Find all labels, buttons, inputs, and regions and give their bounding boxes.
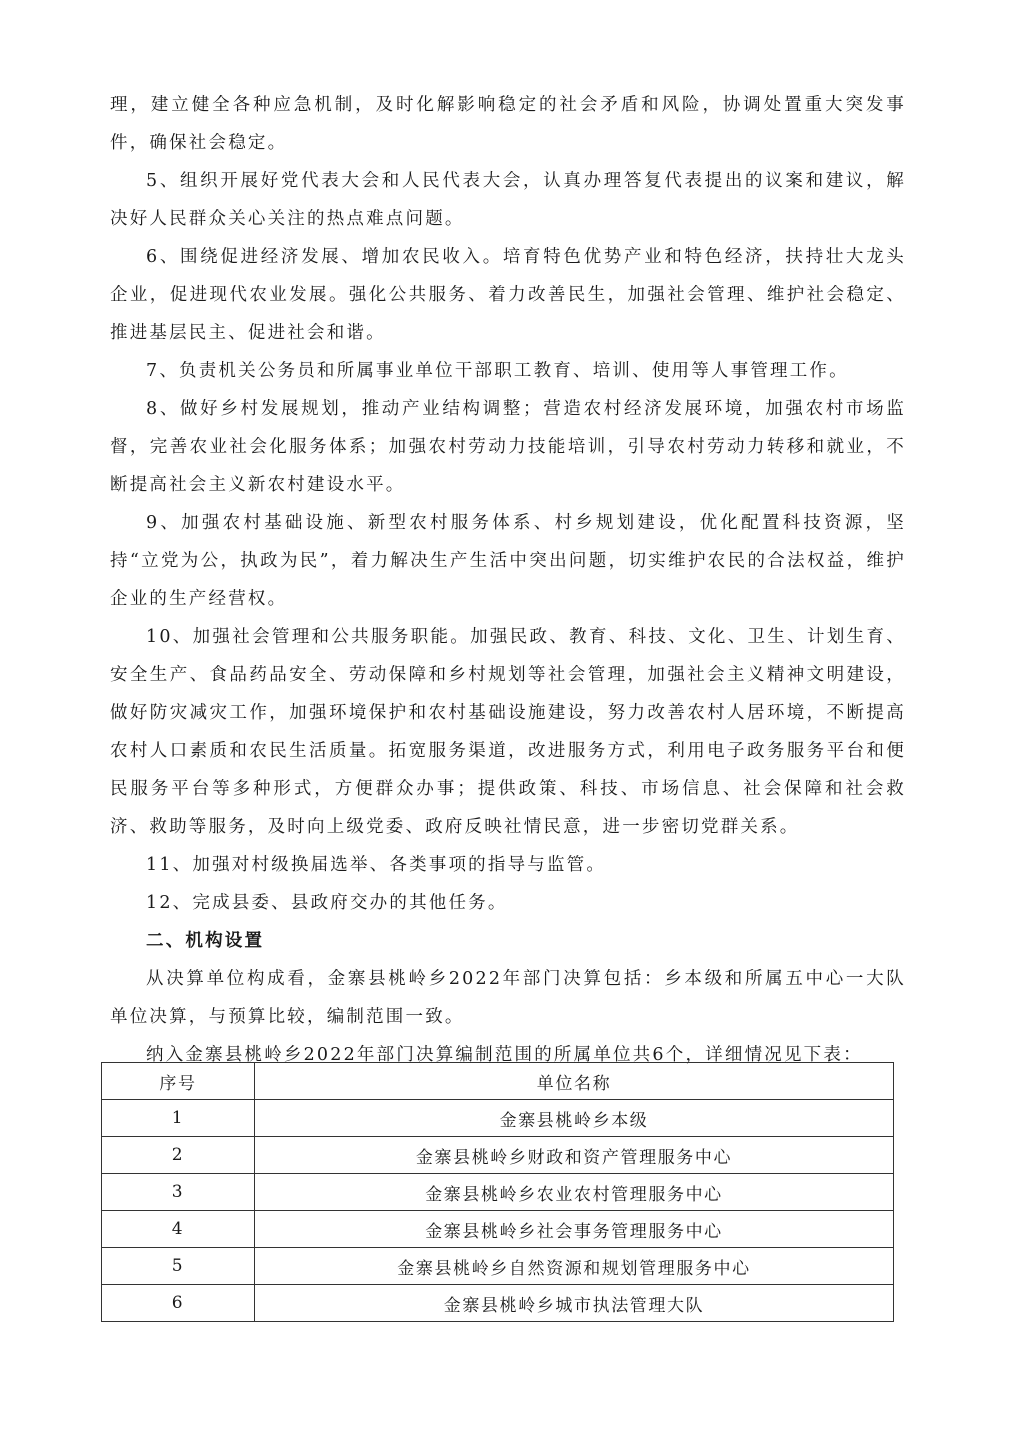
section-paragraph-scope: 从决算单位构成看，金寨县桃岭乡2022年部门决算包括：乡本级和所属五中心一大队单位决算，与预算比较，编制范围一致。: [110, 969, 906, 1027]
paragraph-item-12: 12、完成县委、县政府交办的其他任务。: [146, 893, 508, 913]
paragraph-item-5: 5、组织开展好党代表大会和人民代表大会，认真办理答复代表提出的议案和建议，解决好人民群众关心关注的热点难点问题。: [110, 171, 906, 229]
row-serial-number: 3: [102, 1174, 255, 1211]
row-unit-name: 金寨县桃岭乡自然资源和规划管理服务中心: [255, 1248, 894, 1285]
table-row: [102, 1211, 894, 1248]
table-row: [102, 1137, 894, 1174]
paragraph-item-9: 9、加强农村基础设施、新型农村服务体系、村乡规划建设，优化配置科技资源，坚持“立党为公，执政为民”，着力解决生产生活中突出问题，切实维护农民的合法权益，维护企业的生产经营权。: [110, 513, 906, 609]
paragraph-item-6: 6、围绕促进经济发展、增加农民收入。培育特色优势产业和特色经济，扶持壮大龙头企业，促进现代农业发展。强化公共服务、着力改善民生，加强社会管理、维护社会稳定、推进基层民主、促进社会和谐。: [110, 247, 906, 343]
row-serial-number: 2: [102, 1137, 255, 1174]
row-serial-number: 1: [102, 1100, 255, 1137]
header-unit-name: 单位名称: [255, 1063, 894, 1100]
table-row: [102, 1285, 894, 1322]
paragraph-item-8: 8、做好乡村发展规划，推动产业结构调整；营造农村经济发展环境，加强农村市场监督，完善农业社会化服务体系；加强农村劳动力技能培训，引导农村劳动力转移和就业，不断提高社会主义新农村建设水平。: [110, 399, 906, 495]
row-unit-name: 金寨县桃岭乡财政和资产管理服务中心: [255, 1137, 894, 1174]
row-unit-name: 金寨县桃岭乡社会事务管理服务中心: [255, 1211, 894, 1248]
document-body: [110, 86, 906, 1074]
paragraph-1: 理，建立健全各种应急机制，及时化解影响稳定的社会矛盾和风险，协调处置重大突发事件，确保社会稳定。: [110, 95, 906, 153]
table-row: [102, 1248, 894, 1285]
paragraph-item-10: 10、加强社会管理和公共服务职能。加强民政、教育、科技、文化、卫生、计划生育、安全生产、食品药品安全、劳动保障和乡村规划等社会管理，加强社会主义精神文明建设，做好防灾减灾工作，加强环境保护和农村基础设施建设，努力改善农村人居环境，不断提高农村人口素质和农民生活质量。拓宽服务渠道，改进服务方式，利用电子政务服务平台和便民服务平台等多种形式，方便群众办事；提供政策、科技、市场信息、社会保障和社会救济、救助等服务，及时向上级党委、政府反映社情民意，进一步密切党群关系。: [110, 627, 906, 837]
paragraph-item-11: 11、加强对村级换届选举、各类事项的指导与监管。: [146, 855, 607, 875]
header-serial-number: 序号: [102, 1063, 255, 1100]
paragraph-item-7: 7、负责机关公务员和所属事业单位干部职工教育、培训、使用等人事管理工作。: [146, 361, 849, 381]
section-paragraph-units: 纳入金寨县桃岭乡2022年部门决算编制范围的所属单位共6个，详细情况见下表：: [146, 1045, 863, 1065]
row-unit-name: 金寨县桃岭乡农业农村管理服务中心: [255, 1174, 894, 1211]
row-serial-number: 6: [102, 1285, 255, 1322]
table-row: [102, 1100, 894, 1137]
row-serial-number: 4: [102, 1211, 255, 1248]
table-row: [102, 1174, 894, 1211]
row-unit-name: 金寨县桃岭乡本级: [255, 1100, 894, 1137]
units-table: [101, 1062, 894, 1322]
table-header-row: [102, 1063, 894, 1100]
section-heading: 二、机构设置: [146, 931, 265, 951]
row-unit-name: 金寨县桃岭乡城市执法管理大队: [255, 1285, 894, 1322]
row-serial-number: 5: [102, 1248, 255, 1285]
